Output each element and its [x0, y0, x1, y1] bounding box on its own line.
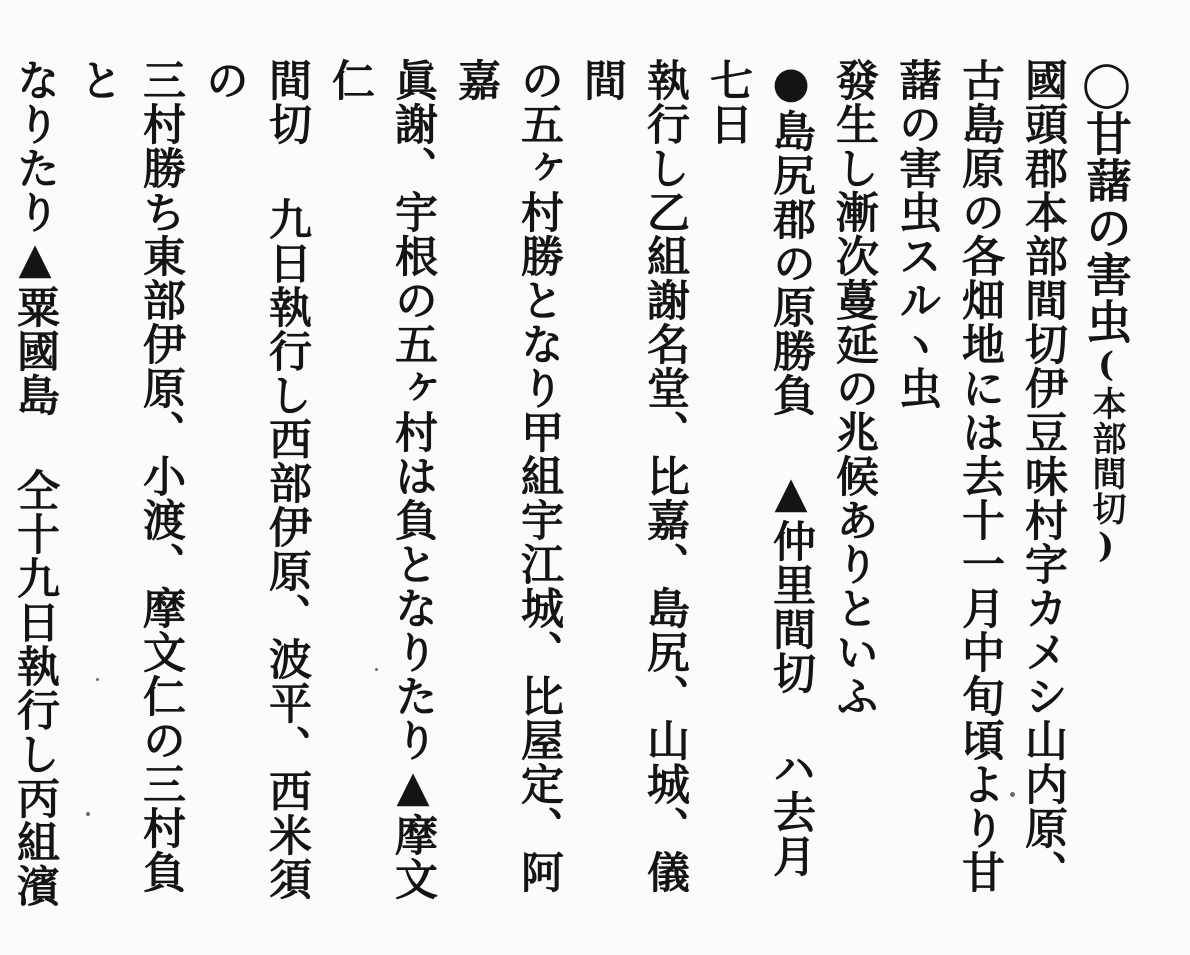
print-speck	[86, 812, 90, 816]
article-line: 執行し乙組謝名堂、比嘉、島尻、山城、儀間	[577, 58, 690, 894]
article-heading	[1074, 58, 1138, 918]
article-line: 三村勝ち東部伊原、小渡、摩文仁の三村負と	[73, 58, 186, 894]
print-speck	[96, 678, 99, 681]
article-line: 間切 九日執行し西部伊原、波平、西米須の	[199, 58, 312, 901]
news-article	[0, 58, 1138, 918]
article-line: 眞謝、宇根の五ヶ村は負となりたり▲摩文仁	[325, 58, 438, 901]
article-line: の五ヶ村勝となり甲組宇江城、比屋定、阿嘉	[451, 58, 564, 894]
article-line: 發生し漸次蔓延の兆候ありといふ	[829, 58, 879, 718]
article-subtitle: (本部間切)	[1086, 345, 1126, 567]
print-speck	[375, 668, 378, 671]
title-circle-mark: ◯	[1081, 58, 1132, 110]
print-speck	[1010, 792, 1015, 797]
article-line: ●島尻郡の原勝負 ▲仲里間切 ハ去月七日	[703, 58, 816, 878]
article-title: 甘藷の害虫	[1079, 110, 1133, 345]
article-line: なりたり▲粟國島 仝十九日執行し丙組濱	[10, 58, 60, 908]
article-line: 國頭郡本部間切伊豆味村字カメシ山内原、古島原の各畑地には去十一月中旬頃より甘藷の害虫スルヽ虫	[892, 58, 1068, 894]
